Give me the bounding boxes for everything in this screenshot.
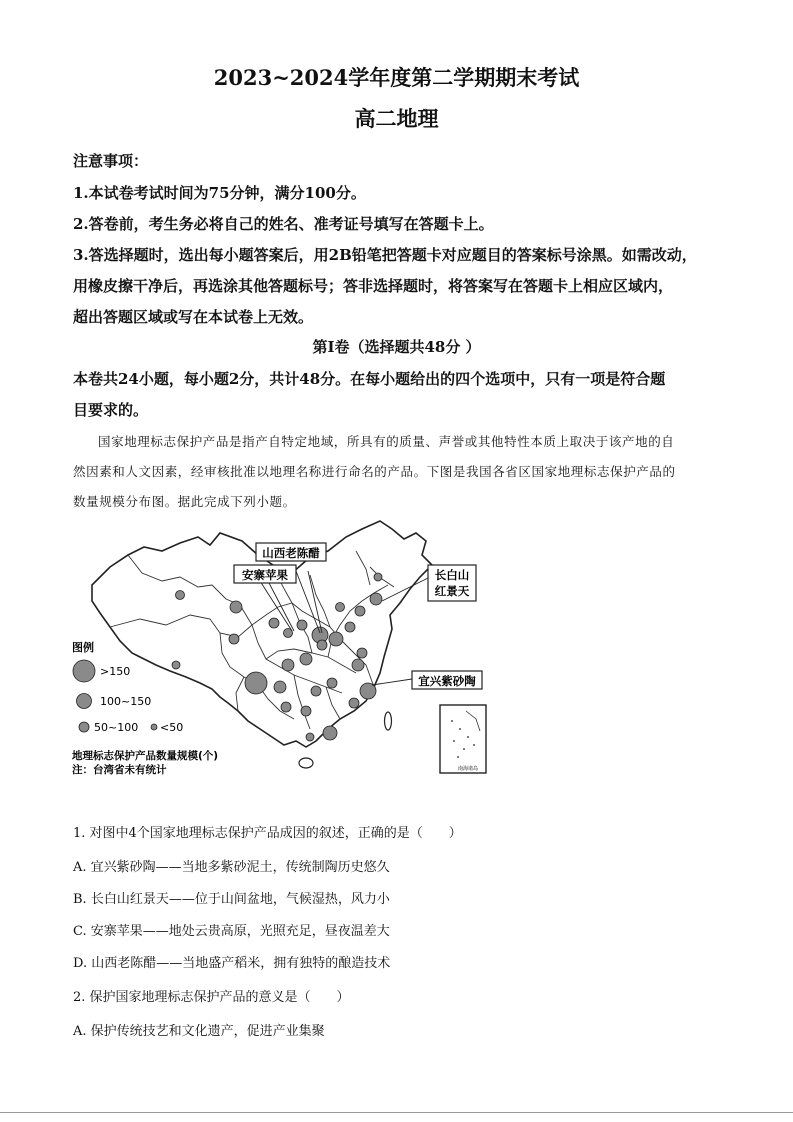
callout-changbaishan: 长白山 — [434, 568, 470, 582]
legend-symbol-large — [73, 660, 95, 682]
question-stem: 1. 对图中4个国家地理标志保护产品成因的叙述，正确的是（ ） — [73, 826, 462, 841]
legend-symbol-small — [79, 722, 89, 732]
section-intro: 本卷共24小题，每小题2分，共计48分。在每小题给出的四个选项中，只有一项是符合题 — [73, 370, 666, 388]
notice-heading: 注意事项： — [73, 152, 149, 170]
section-intro: 目要求的。 — [73, 401, 149, 419]
option-b: B. 长白山红景天——位于山间盆地，气候湿热，风力小 — [73, 892, 390, 907]
option-a: A. 宜兴紫砂陶——当地多紫砂泥土，传统制陶历史悠久 — [73, 860, 390, 875]
passage-line: 然因素和人文因素，经审核批准以地理名称进行命名的产品。下图是我国各省区国家地理标志保护产品的 — [73, 464, 676, 479]
legend-label: >150 — [100, 665, 131, 678]
legend-label: 100~150 — [100, 695, 152, 708]
subject-title: 高二地理 — [354, 106, 439, 131]
section-title: 第Ⅰ卷（选择题共48分 ） — [312, 338, 481, 356]
option-d: D. 山西老陈醋——当地盛产稻米，拥有独特的酿造技术 — [73, 956, 391, 971]
legend-symbol-tiny — [151, 724, 157, 730]
passage-line: 国家地理标志保护产品是指产自特定地域，所具有的质量、声誉或其他特性本质上取决于该产地的自 — [98, 434, 675, 449]
question-stem: 2. 保护国家地理标志保护产品的意义是（ ） — [73, 990, 350, 1005]
legend-symbol-medium — [77, 694, 92, 709]
legend-label: 50~100 — [94, 721, 139, 734]
notice-item: 2.答卷前，考生务必将自己的姓名、准考证号填写在答题卡上。 — [73, 215, 494, 233]
exam-title: 2023~2024学年度第二学期期末考试 — [213, 65, 580, 90]
legend-title: 图例 — [72, 641, 94, 654]
south-sea-inset — [440, 705, 486, 773]
option-a: A. 保护传统技艺和文化遗产，促进产业集聚 — [73, 1024, 325, 1039]
notice-item: 超出答题区域或写在本试卷上无效。 — [73, 308, 314, 326]
legend-label: <50 — [160, 721, 184, 734]
callout-anzhai-apple: 安寨苹果 — [242, 568, 288, 582]
taiwan-island — [385, 712, 392, 730]
map-caption: 地理标志保护产品数量规模(个) — [72, 750, 219, 762]
option-c: C. 安寨苹果——地处云贵高原，光照充足，昼夜温差大 — [73, 924, 390, 939]
callout-rhodiola: 红景天 — [434, 584, 470, 598]
china-gi-map — [70, 515, 490, 777]
inset-label: 南海诸岛 — [457, 766, 478, 772]
notice-item: 用橡皮擦干净后，再选涂其他答题标号；答非选择题时，将答案写在答题卡上相应区域内， — [73, 277, 674, 295]
callout-shanxi-vinegar: 山西老陈醋 — [262, 546, 320, 560]
hainan-island — [299, 758, 313, 768]
notice-item: 1.本试卷考试时间为75分钟，满分100分。 — [73, 184, 366, 202]
passage-line: 数量规模分布图。据此完成下列小题。 — [73, 494, 296, 509]
page-bottom-rule — [0, 1112, 793, 1113]
callout-yixing-pottery: 宜兴紫砂陶 — [418, 674, 476, 688]
map-note: 注：台湾省未有统计 — [72, 764, 167, 776]
notice-item: 3.答选择题时，选出每小题答案后，用2B铅笔把答题卡对应题目的答案标号涂黑。如需改动， — [73, 246, 697, 264]
